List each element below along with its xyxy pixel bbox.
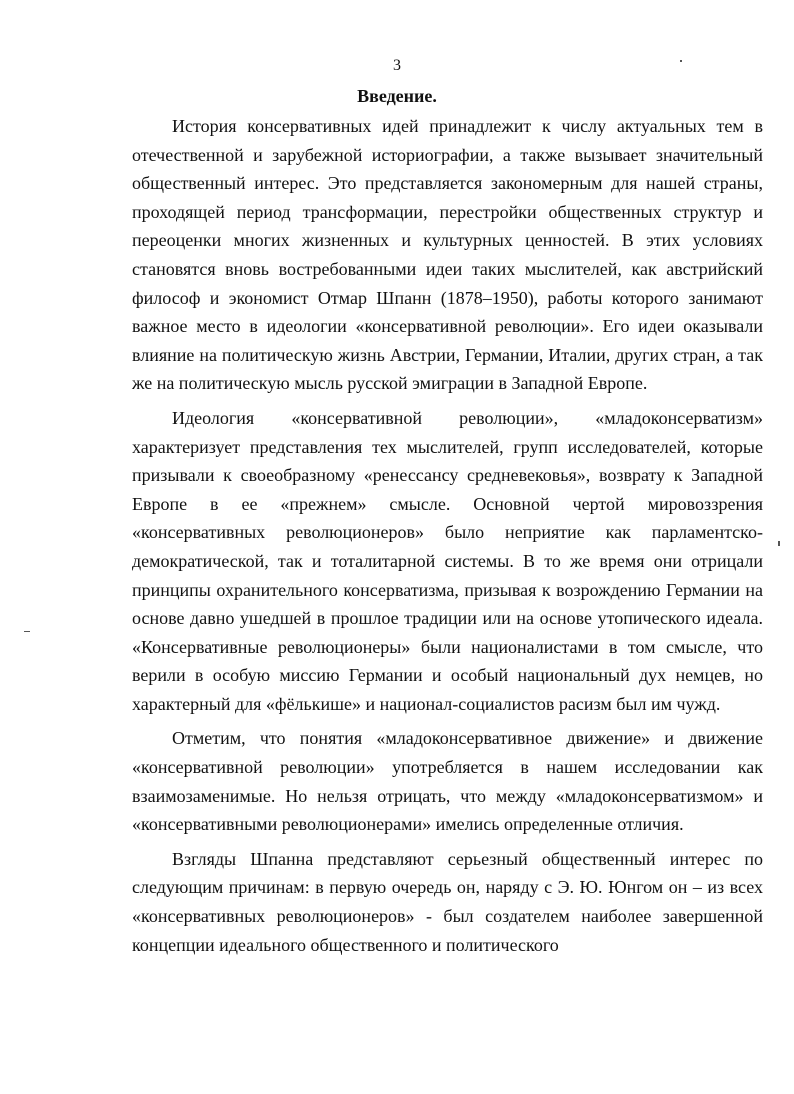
scan-speck <box>24 631 30 632</box>
paragraph-ideology: Идеология «консервативной революции», «младоконсерватизм» характеризует представления тех мыслителей, групп исследователей, которые призывали к своеобразному «ренессансу средневековья», возврату к Западной Европе в ее «прежнем» смысле. Основной чертой мировоззрения «консервативных революционеров» было неприятие как парламентско-демократической, так и тоталитарной системы. В то же время они отрицали принципы охранительного консерватизма, призывая к возрождению Германии на основе давно ушедшей в прошлое традиции или на основе утопического идеала. «Консервативные революционеры» были националистами в том смысле, что верили в особую миссию Германии и особый национальный дух немцев, но характерный для «фёлькише» и национал-социалистов расизм был им чужд. <box>132 407 763 714</box>
scan-speck <box>680 60 682 62</box>
page-number: 3 <box>393 57 401 74</box>
scan-speck <box>778 541 780 546</box>
paragraph-spann-views: Взгляды Шпанна представляют серьезный общественный интерес по следующим причинам: в первую очередь он, наряду с Э. Ю. Юнгом он – из всех «консервативных революционеров» - был создателем наиболее завершенной концепции идеального общественного и политического <box>132 848 763 955</box>
document-body <box>132 112 763 959</box>
paragraph-terminology: Отметим, что понятия «младоконсервативное движение» и движение «консервативной революции» употребляется в нашем исследовании как взаимозаменимые. Но нельзя отрицать, что между «младоконсерватизмом» и «консервативными революционерами» имелись определенные отличия. <box>132 728 763 835</box>
page-title: Введение. <box>357 86 437 106</box>
paragraph-intro: История консервативных идей принадлежит к числу актуальных тем в отечественной и зарубежной историографии, а также вызывает значительный общественный интерес. Это представляется закономерным для нашей страны, проходящей период трансформации, перестройки общественных структур и переоценки многих жизненных и культурных ценностей. В этих условиях становятся вновь востребованными идеи таких мыслителей, как австрийский философ и экономист Отмар Шпанн (1878–1950), работы которого занимают важное место в идеологии «консервативной революции». Его идеи оказывали влияние на политическую жизнь Австрии, Германии, Италии, других стран, а так же на политическую мысль русской эмиграции в Западной Европе. <box>132 116 763 394</box>
